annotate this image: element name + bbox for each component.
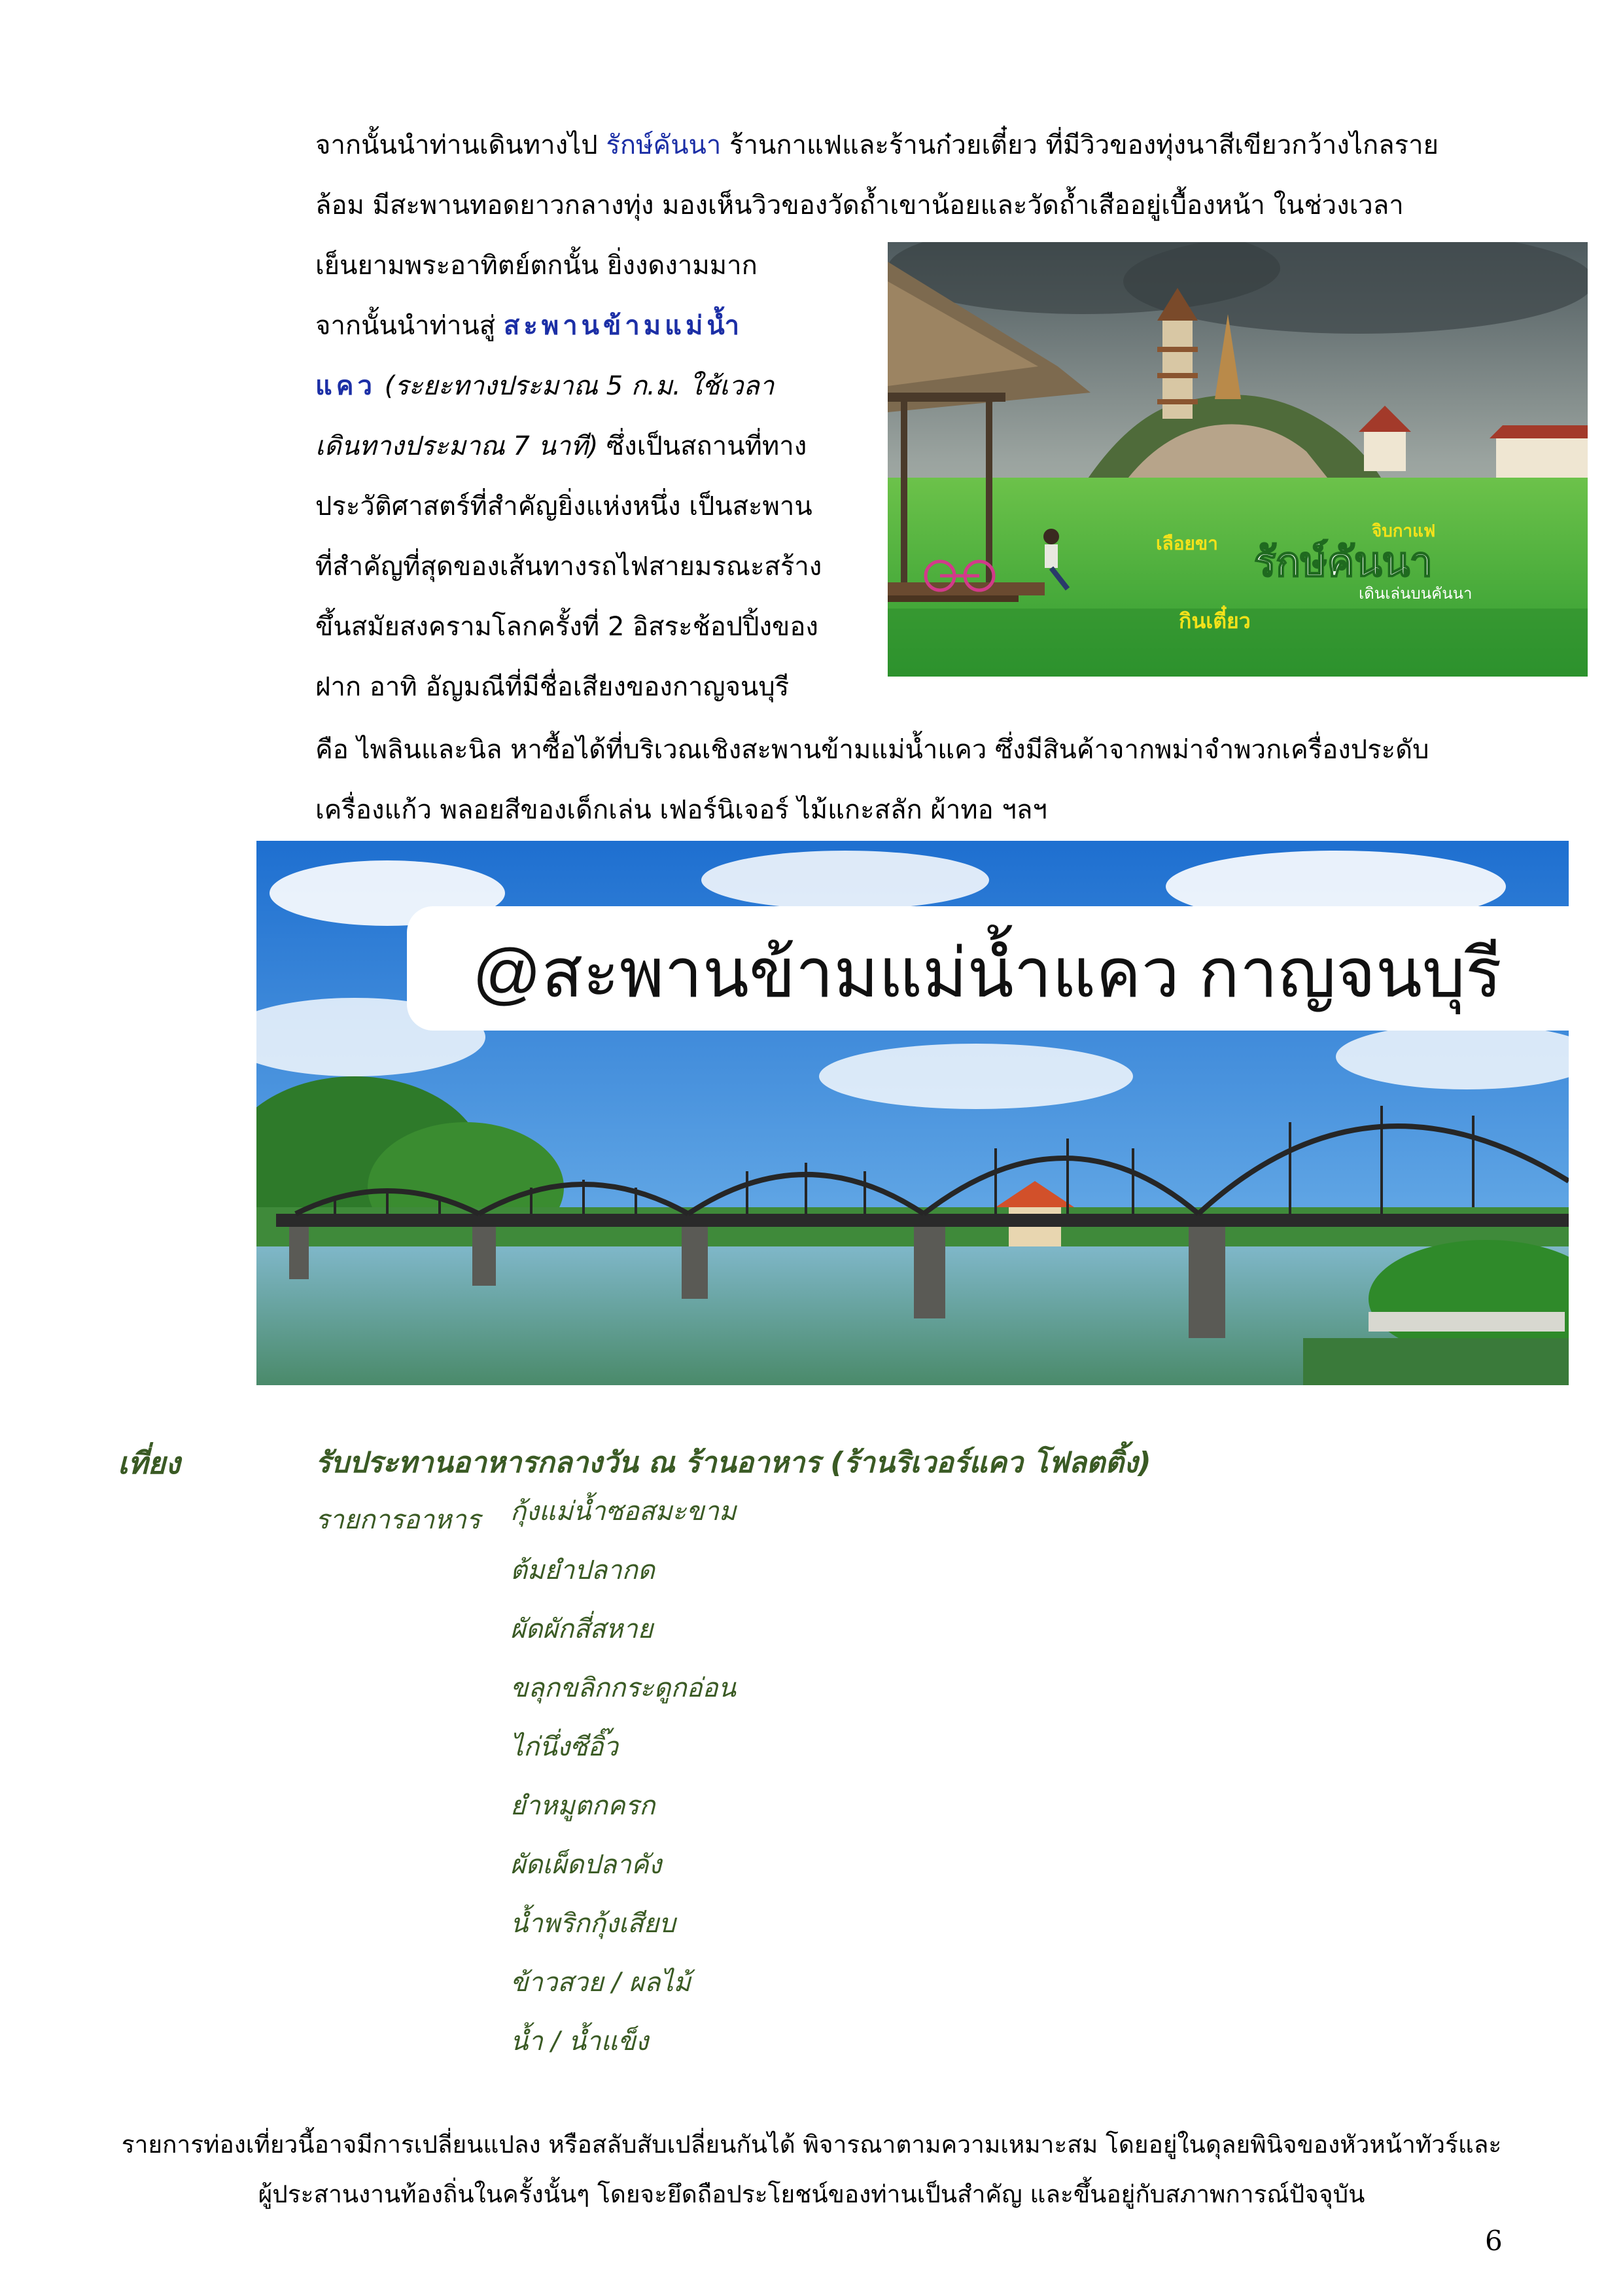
wrap-line-3 xyxy=(315,356,878,416)
rak-khan-na-link[interactable]: รักษ์คันนา xyxy=(606,130,722,160)
menu-item-text: น้ำ / น้ำแข็ง xyxy=(510,2026,649,2057)
menu-item xyxy=(510,1734,736,1793)
menu-item-text: น้ำพริกกุ้งเสียบ xyxy=(510,1909,676,1939)
intro-text: จากนั้นนำท่านเดินทางไป xyxy=(315,130,606,160)
wrap-line-8: ฝาก อาทิ อัญมณีที่มีชื่อเสียงของกาญจนบุรี xyxy=(315,672,790,702)
wrap-suffix: ซึ่งเป็นสถานที่ทาง xyxy=(598,431,807,461)
bridge-banner-text: @สะพานข้ามแม่น้ำแคว กาญจนบุรี xyxy=(472,936,1502,1012)
menu-item xyxy=(510,1557,736,1616)
menu-item xyxy=(510,1969,736,2028)
sign-sub: เดินเล่นบนคันนา xyxy=(1359,585,1473,603)
intro-paragraph xyxy=(315,115,1516,236)
wrap-line-1: เย็นยามพระอาทิตย์ตกนั้น ยิ่งงดงามมาก xyxy=(315,251,758,281)
menu-item xyxy=(510,1616,736,1675)
menu-item xyxy=(510,1852,736,1911)
menu-item-text: ไก่นึ่งซีอิ๊ว xyxy=(510,1732,618,1762)
intro-line-1 xyxy=(315,115,1516,175)
disclaimer-footer xyxy=(105,2120,1518,2219)
menu-label: รายการอาหาร xyxy=(315,1505,481,1535)
bridge-name-b: แคว xyxy=(315,371,376,401)
intro-line-2: ล้อม มีสะพานทอดยาวกลางทุ่ง มองเห็นวิวของวัดถ้ำเขาน้อยและวัดถ้ำเสืออยู่เบื้องหน้า ในช่วงเวลา xyxy=(315,190,1404,221)
intro-text-after: ร้านกาแฟและร้านก๋วยเตี๋ยว ที่มีวิวของทุ่งนาสีเขียวกว้างไกลราย xyxy=(721,130,1439,160)
lunch-label: เที่ยง xyxy=(118,1445,181,1481)
cont-line-1: คือ ไพลินและนิล หาซื้อได้ที่บริเวณเชิงสะพานข้ามแม่น้ำแคว ซึ่งมีสินค้าจากพม่าจำพวกเครื่องประดับ xyxy=(315,735,1429,765)
disclaimer-line-1: รายการท่องเที่ยวนี้อาจมีการเปลี่ยนแปลง หรือสลับสับเปลี่ยนกันได้ พิจารณาตามความเหมาะสม โดยอยู่ในดุลยพินิจของหัวหน้าทัวร์และ xyxy=(121,2130,1502,2159)
menu-item-text: ขลุกขลิกกระดูกอ่อน xyxy=(510,1673,736,1703)
river-kwai-bridge-photo xyxy=(256,841,1569,1385)
menu-item-text: ผัดเผ็ดปลาคัง xyxy=(510,1850,662,1880)
time-detail: เดินทางประมาณ 7 นาที) xyxy=(315,431,599,461)
wrap-line-4 xyxy=(315,416,878,476)
menu-item xyxy=(510,1911,736,1969)
wrap-prefix: จากนั้นนำท่านสู่ xyxy=(315,311,504,341)
disclaimer-line-2: ผู้ประสานงานท้องถิ่นในครั้งนั้นๆ โดยจะยึดถือประโยชน์ของท่านเป็นสำคัญ และขึ้นอยู่กับสภาพการณ์ปัจจุบัน xyxy=(258,2180,1365,2208)
page-number: 6 xyxy=(1485,2225,1503,2257)
menu-item xyxy=(510,1498,736,1557)
menu-item-text: ยำหมูตกครก xyxy=(510,1791,655,1821)
menu-item xyxy=(510,1675,736,1734)
bridge-name-a: สะพานข้ามแม่น้ำ xyxy=(503,311,744,341)
distance-detail: (ระยะทางประมาณ 5 ก.ม. ใช้เวลา xyxy=(376,371,775,401)
wrap-line-5: ประวัติศาสตร์ที่สำคัญยิ่งแห่งหนึ่ง เป็นสะพาน xyxy=(315,491,812,521)
menu-item xyxy=(510,1793,736,1852)
bridge-illustration xyxy=(256,841,1569,1385)
menu-item-text: ผัดผักสี่สหาย xyxy=(510,1614,654,1644)
sign-main: รักษ์คันนา xyxy=(1254,540,1433,585)
rice-field-illustration xyxy=(888,242,1588,677)
rice-field-cafe-photo xyxy=(888,242,1588,677)
menu-list xyxy=(510,1498,736,2087)
sign-top-right: จิบกาแฟ xyxy=(1372,521,1436,540)
wrap-line-2 xyxy=(315,296,878,356)
wrap-line-6: ที่สำคัญที่สุดของเส้นทางรถไฟสายมรณะสร้าง xyxy=(315,552,822,582)
menu-item-text: ต้มยำปลากด xyxy=(510,1555,655,1585)
menu-item xyxy=(510,2028,736,2087)
lunch-title: รับประทานอาหารกลางวัน ณ ร้านอาหาร (ร้านริเวอร์แคว โฟลตติ้ง) xyxy=(315,1446,1151,1479)
bridge-paragraph xyxy=(315,236,878,717)
cont-line-2: เครื่องแก้ว พลอยสีของเด็กเล่น เฟอร์นิเจอร์ ไม้แกะสลัก ผ้าทอ ฯลฯ xyxy=(315,795,1047,825)
menu-item-text: ข้าวสวย / ผลไม้ xyxy=(510,1968,691,1998)
wrap-line-7: ขึ้นสมัยสงครามโลกครั้งที่ 2 อิสระช้อปปิ้งของ xyxy=(315,612,818,642)
sign-bottom: กินเตี๋ยว xyxy=(1179,609,1251,633)
shopping-paragraph xyxy=(315,720,1516,840)
sign-top-left: เลือยขา xyxy=(1156,533,1218,554)
menu-item-text: กุ้งแม่น้ำซอสมะขาม xyxy=(510,1496,737,1527)
